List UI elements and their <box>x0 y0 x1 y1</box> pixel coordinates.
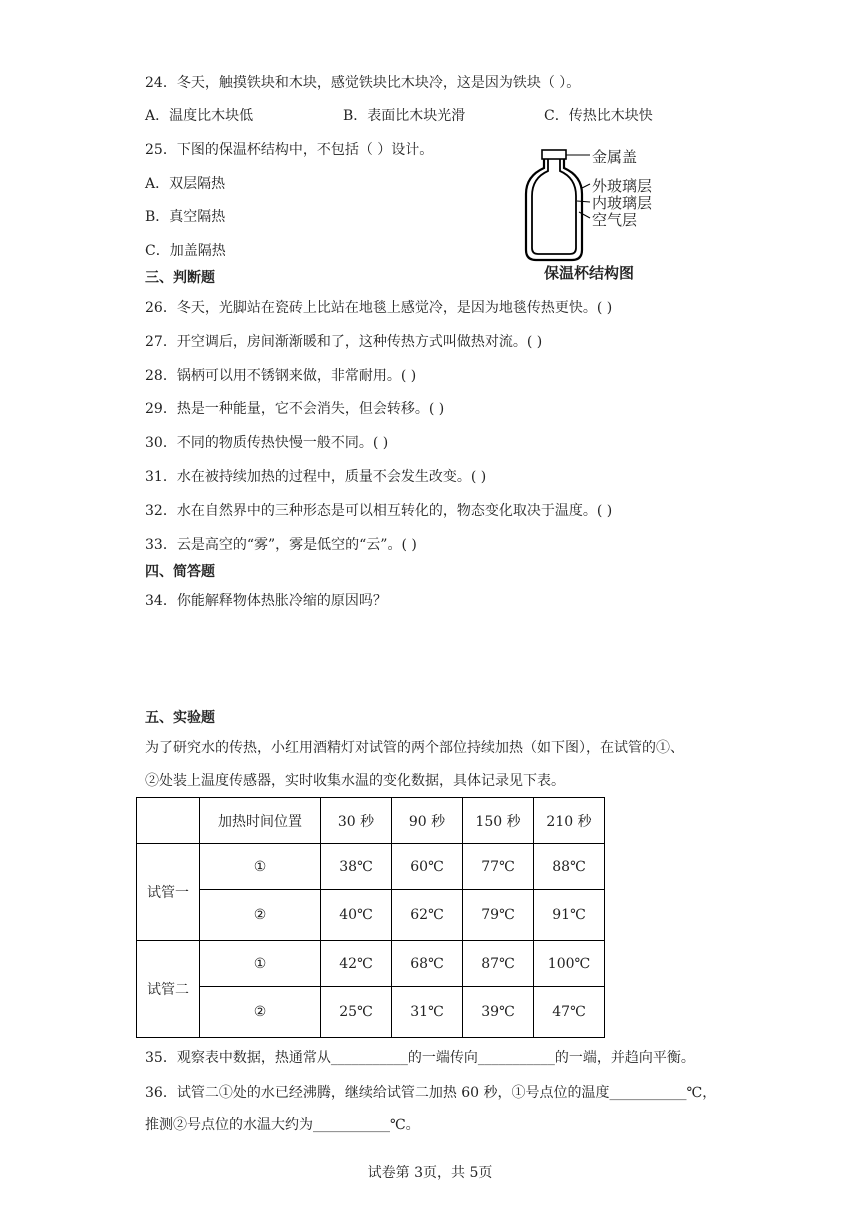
q34-text: 34．你能解释物体热胀冷缩的原因吗？ <box>145 593 387 609</box>
position-cell: ② <box>200 890 321 941</box>
temp-cell: 60℃ <box>392 844 463 890</box>
judge-item-31: 31．水在被持续加热的过程中，质量不会发生改变。( ) <box>145 469 487 485</box>
judge-item-27: 27．开空调后，房间渐渐暖和了，这种传热方式叫做热对流。( ) <box>145 334 543 350</box>
table-row <box>137 890 605 941</box>
q36-line1: 36．试管二①处的水已经沸腾，继续给试管二加热 60 秒，①号点位的温度___________℃， <box>145 1085 717 1101</box>
q24-option-b: B．表面比木块光滑 <box>343 108 466 124</box>
q24-stem: 24．冬天，触摸铁块和木块，感觉铁块比木块冷，这是因为铁块（ ）。 <box>145 75 581 91</box>
section5-title: 五、实验题 <box>145 710 215 726</box>
leader-inner <box>577 201 590 202</box>
temp-cell: 47℃ <box>534 987 605 1038</box>
experiment-intro-line1: 为了研究水的传热，小红用酒精灯对试管的两个部位持续加热（如下图），在试管的①、 <box>145 740 684 756</box>
temp-cell: 42℃ <box>321 941 392 987</box>
judge-item-26: 26．冬天，光脚站在瓷砖上比站在地毯上感觉冷，是因为地毯传热更快。( ) <box>145 300 613 316</box>
table-header-row <box>137 798 605 844</box>
table-row <box>137 941 605 987</box>
table-header-position: 加热时间位置 <box>200 798 321 844</box>
judge-item-32: 32．水在自然界中的三种形态是可以相互转化的，物态变化取决于温度。( ) <box>145 503 613 519</box>
q25-option-c: C．加盖隔热 <box>145 243 226 259</box>
outer-glass-shape <box>526 159 582 260</box>
q25-option-b: B．真空隔热 <box>145 209 226 225</box>
table-header-30s: 30 秒 <box>321 798 392 844</box>
temp-cell: 40℃ <box>321 890 392 941</box>
section3-title: 三、判断题 <box>145 270 215 286</box>
temp-cell: 87℃ <box>463 941 534 987</box>
leader-outer <box>582 184 590 188</box>
q24-option-c: C．传热比木块快 <box>544 108 653 124</box>
group-label-tube1: 试管一 <box>137 844 200 941</box>
judge-item-29: 29．热是一种能量，它不会消失，但会转移。( ) <box>145 401 445 417</box>
table-header-210s: 210 秒 <box>534 798 605 844</box>
judge-item-28: 28．锅柄可以用不锈钢来做，非常耐用。( ) <box>145 368 417 384</box>
position-cell: ① <box>200 844 321 890</box>
q36-line2: 推测②号点位的水温大约为___________℃。 <box>145 1117 420 1133</box>
temp-cell: 25℃ <box>321 987 392 1038</box>
temp-cell: 100℃ <box>534 941 605 987</box>
temp-cell: 31℃ <box>392 987 463 1038</box>
table-header-150s: 150 秒 <box>463 798 534 844</box>
temp-cell: 91℃ <box>534 890 605 941</box>
experiment-intro-line2: ②处装上温度传感器，实时收集水温的变化数据，具体记录见下表。 <box>145 773 565 789</box>
lid-shape <box>542 150 566 159</box>
temperature-table <box>136 797 605 1038</box>
table-row <box>137 844 605 890</box>
figure-caption: 保温杯结构图 <box>544 264 635 282</box>
position-cell: ② <box>200 987 321 1038</box>
inner-glass-shape <box>532 159 576 254</box>
label-outer-glass: 外玻璃层 <box>592 177 653 195</box>
q25-option-a: A．双层隔热 <box>145 176 226 192</box>
temp-cell: 77℃ <box>463 844 534 890</box>
table-row <box>137 987 605 1038</box>
label-metal-lid: 金属盖 <box>592 148 638 166</box>
temp-cell: 39℃ <box>463 987 534 1038</box>
temp-cell: 68℃ <box>392 941 463 987</box>
table-header-90s: 90 秒 <box>392 798 463 844</box>
table-corner-cell <box>137 798 200 844</box>
position-cell: ① <box>200 941 321 987</box>
temp-cell: 88℃ <box>534 844 605 890</box>
page-footer: 试卷第 3页，共 5页 <box>367 1165 493 1181</box>
group-label-tube2: 试管二 <box>137 941 200 1038</box>
judge-item-30: 30．不同的物质传热快慢一般不同。( ) <box>145 435 389 451</box>
judge-item-33: 33．云是高空的“雾”，雾是低空的“云”。( ) <box>145 537 417 553</box>
q25-stem: 25．下图的保温杯结构中，不包括（ ）设计。 <box>145 142 434 158</box>
temp-cell: 62℃ <box>392 890 463 941</box>
temp-cell: 38℃ <box>321 844 392 890</box>
label-air-layer: 空气层 <box>592 211 638 229</box>
temp-cell: 79℃ <box>463 890 534 941</box>
q24-option-a: A．温度比木块低 <box>145 108 254 124</box>
q35-text: 35．观察表中数据，热通常从___________的一端传向___________的一端，并趋向平衡。 <box>145 1050 695 1066</box>
leader-air <box>579 212 590 218</box>
label-inner-glass: 内玻璃层 <box>592 194 653 212</box>
thermos-diagram <box>516 146 666 286</box>
section4-title: 四、简答题 <box>145 564 215 580</box>
